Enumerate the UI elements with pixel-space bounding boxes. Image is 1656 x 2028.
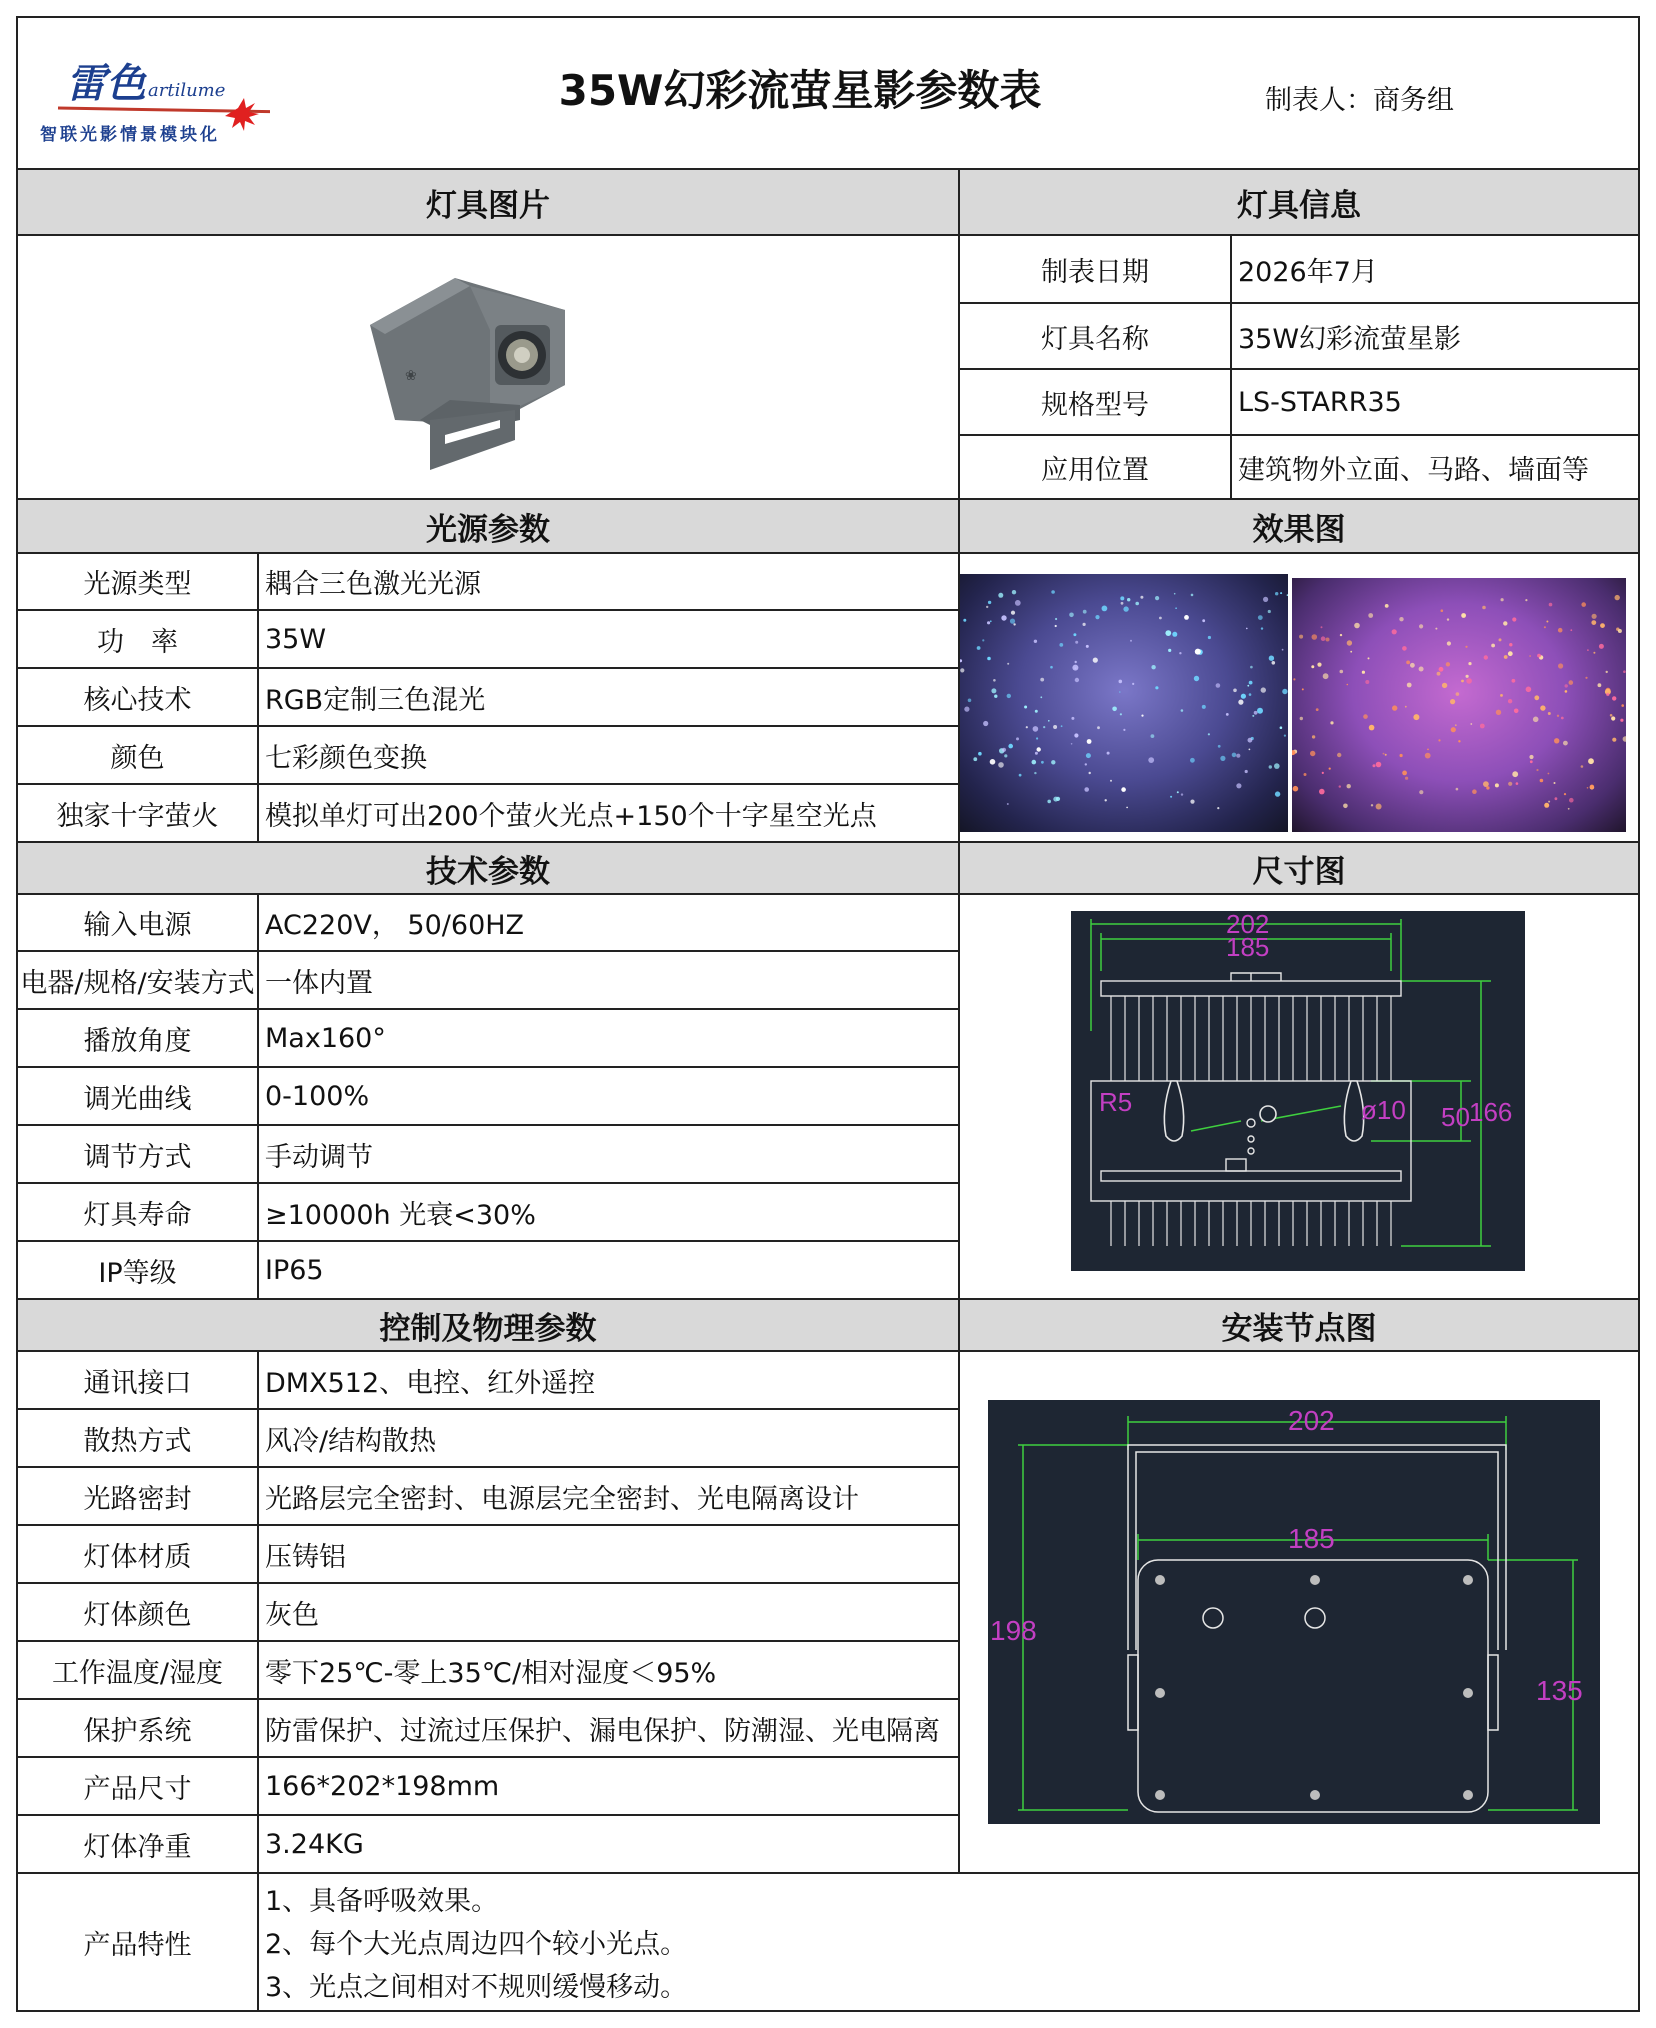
ctrl-value-temperature: 零下25℃-零上35℃/相对湿度＜95% — [265, 1657, 717, 1689]
feature-line: 1、具备呼吸效果。 — [265, 1886, 499, 1917]
brand-logo — [40, 50, 270, 150]
ctrl-value-interface: DMX512、电控、红外遥控 — [265, 1367, 596, 1399]
install-height-label: 198 — [990, 1615, 1037, 1646]
ctrl-label-cooling: 散热方式 — [83, 1425, 192, 1457]
install-drawing — [988, 1400, 1600, 1824]
section-install: 安装节点图 — [960, 1300, 1638, 1350]
dimension-drawing — [1071, 911, 1525, 1271]
section-photo: 灯具图片 — [18, 170, 958, 234]
info-label-application: 应用位置 — [1041, 454, 1149, 486]
section-control: 控制及物理参数 — [18, 1300, 958, 1350]
install-width-label: 202 — [1288, 1405, 1335, 1436]
section-tech: 技术参数 — [18, 843, 958, 893]
effect-image-blue — [960, 574, 1288, 832]
light-value-color: 七彩颜色变换 — [265, 742, 427, 774]
dim-height-label: 166 — [1469, 1097, 1513, 1127]
light-label-type: 光源类型 — [83, 569, 192, 600]
ctrl-label-body-color: 灯体颜色 — [83, 1599, 192, 1631]
light-value-type: 耦合三色激光光源 — [265, 569, 481, 600]
logo-brand-en: artilume — [148, 80, 226, 101]
features-list — [259, 1874, 1638, 2010]
ctrl-value-body-color: 灰色 — [265, 1599, 319, 1631]
dim-mid-label: 50 — [1441, 1102, 1470, 1132]
info-label-model: 规格型号 — [1041, 389, 1149, 421]
feature-line: 3、光点之间相对不规则缓慢移动。 — [265, 1972, 688, 2003]
info-label-name: 灯具名称 — [1041, 323, 1149, 355]
ctrl-value-size: 166*202*198mm — [265, 1770, 500, 1802]
tech-label-power: 输入电源 — [83, 910, 192, 941]
light-label-cross: 独家十字萤火 — [56, 800, 219, 832]
ctrl-label-protection: 保护系统 — [83, 1715, 192, 1747]
info-value-application: 建筑物外立面、马路、墙面等 — [1238, 454, 1589, 486]
tech-value-adjust: 手动调节 — [265, 1141, 373, 1173]
section-light-source: 光源参数 — [18, 500, 958, 552]
light-label-color: 颜色 — [110, 742, 165, 774]
tech-label-life: 灯具寿命 — [83, 1199, 192, 1231]
dim-inner-label: 185 — [1226, 932, 1270, 962]
tech-label-ip: IP等级 — [98, 1257, 177, 1289]
fixture-photo — [350, 270, 570, 480]
light-label-core: 核心技术 — [83, 684, 192, 716]
light-value-power: 35W — [265, 623, 327, 655]
features-label: 产品特性 — [83, 1929, 192, 1961]
tech-value-power: AC220V， 50/60HZ — [265, 910, 525, 941]
tech-value-dimming: 0-100% — [265, 1080, 370, 1112]
svg-text:❀: ❀ — [405, 368, 417, 384]
tech-label-angle: 播放角度 — [83, 1025, 192, 1057]
ctrl-value-material: 压铸铝 — [265, 1541, 346, 1573]
ctrl-label-interface: 通讯接口 — [83, 1367, 192, 1399]
ctrl-label-sealing: 光路密封 — [83, 1483, 192, 1515]
maker-label: 制表人：商务组 — [1265, 85, 1454, 116]
tech-label-install: 电器/规格/安装方式 — [20, 967, 255, 999]
dim-width-label: 202 — [1226, 911, 1270, 939]
install-inner-label: 185 — [1288, 1523, 1335, 1554]
ctrl-value-sealing: 光路层完全密封、电源层完全密封、光电隔离设计 — [265, 1483, 859, 1515]
logo-slogan: 智联光影情景模块化 — [40, 125, 220, 145]
ctrl-label-weight: 灯体净重 — [83, 1831, 192, 1863]
page-title: 35W幻彩流萤星影参数表 — [558, 66, 1042, 115]
info-label-date: 制表日期 — [1041, 256, 1149, 288]
tech-value-angle: Max160° — [265, 1022, 386, 1054]
tech-label-dimming: 调光曲线 — [83, 1083, 192, 1115]
light-label-power: 功 率 — [97, 626, 178, 658]
ctrl-label-material: 灯体材质 — [83, 1541, 192, 1573]
info-value-model: LS-STARR35 — [1238, 386, 1402, 418]
ctrl-value-protection: 防雷保护、过流过压保护、漏电保护、防潮湿、光电隔离 — [265, 1715, 940, 1747]
logo-brand-cn: 雷色 — [66, 60, 146, 107]
ctrl-value-cooling: 风冷/结构散热 — [265, 1425, 437, 1457]
section-info: 灯具信息 — [960, 170, 1638, 234]
effect-image-pink — [1292, 578, 1626, 832]
feature-line: 2、每个大光点周边四个较小光点。 — [265, 1929, 688, 1960]
ctrl-value-weight: 3.24KG — [265, 1828, 364, 1860]
light-value-cross: 模拟单灯可出200个萤火光点+150个十字星空光点 — [265, 800, 877, 832]
light-value-core: RGB定制三色混光 — [265, 684, 486, 716]
section-dimension: 尺寸图 — [960, 843, 1638, 893]
tech-label-adjust: 调节方式 — [83, 1141, 192, 1173]
tech-value-install: 一体内置 — [265, 967, 373, 999]
ctrl-label-temperature: 工作温度/湿度 — [51, 1657, 224, 1689]
ctrl-label-size: 产品尺寸 — [83, 1773, 192, 1805]
info-value-date: 2026年7月 — [1238, 256, 1378, 288]
dim-radius-label: R5 — [1099, 1087, 1133, 1117]
dim-hole-label: ø10 — [1361, 1095, 1406, 1125]
tech-value-ip: IP65 — [265, 1254, 324, 1286]
section-effect: 效果图 — [960, 500, 1638, 552]
tech-value-life: ≥10000h 光衰<30% — [265, 1199, 536, 1231]
install-plate-label: 135 — [1536, 1675, 1583, 1706]
info-value-name: 35W幻彩流萤星影 — [1238, 323, 1462, 355]
